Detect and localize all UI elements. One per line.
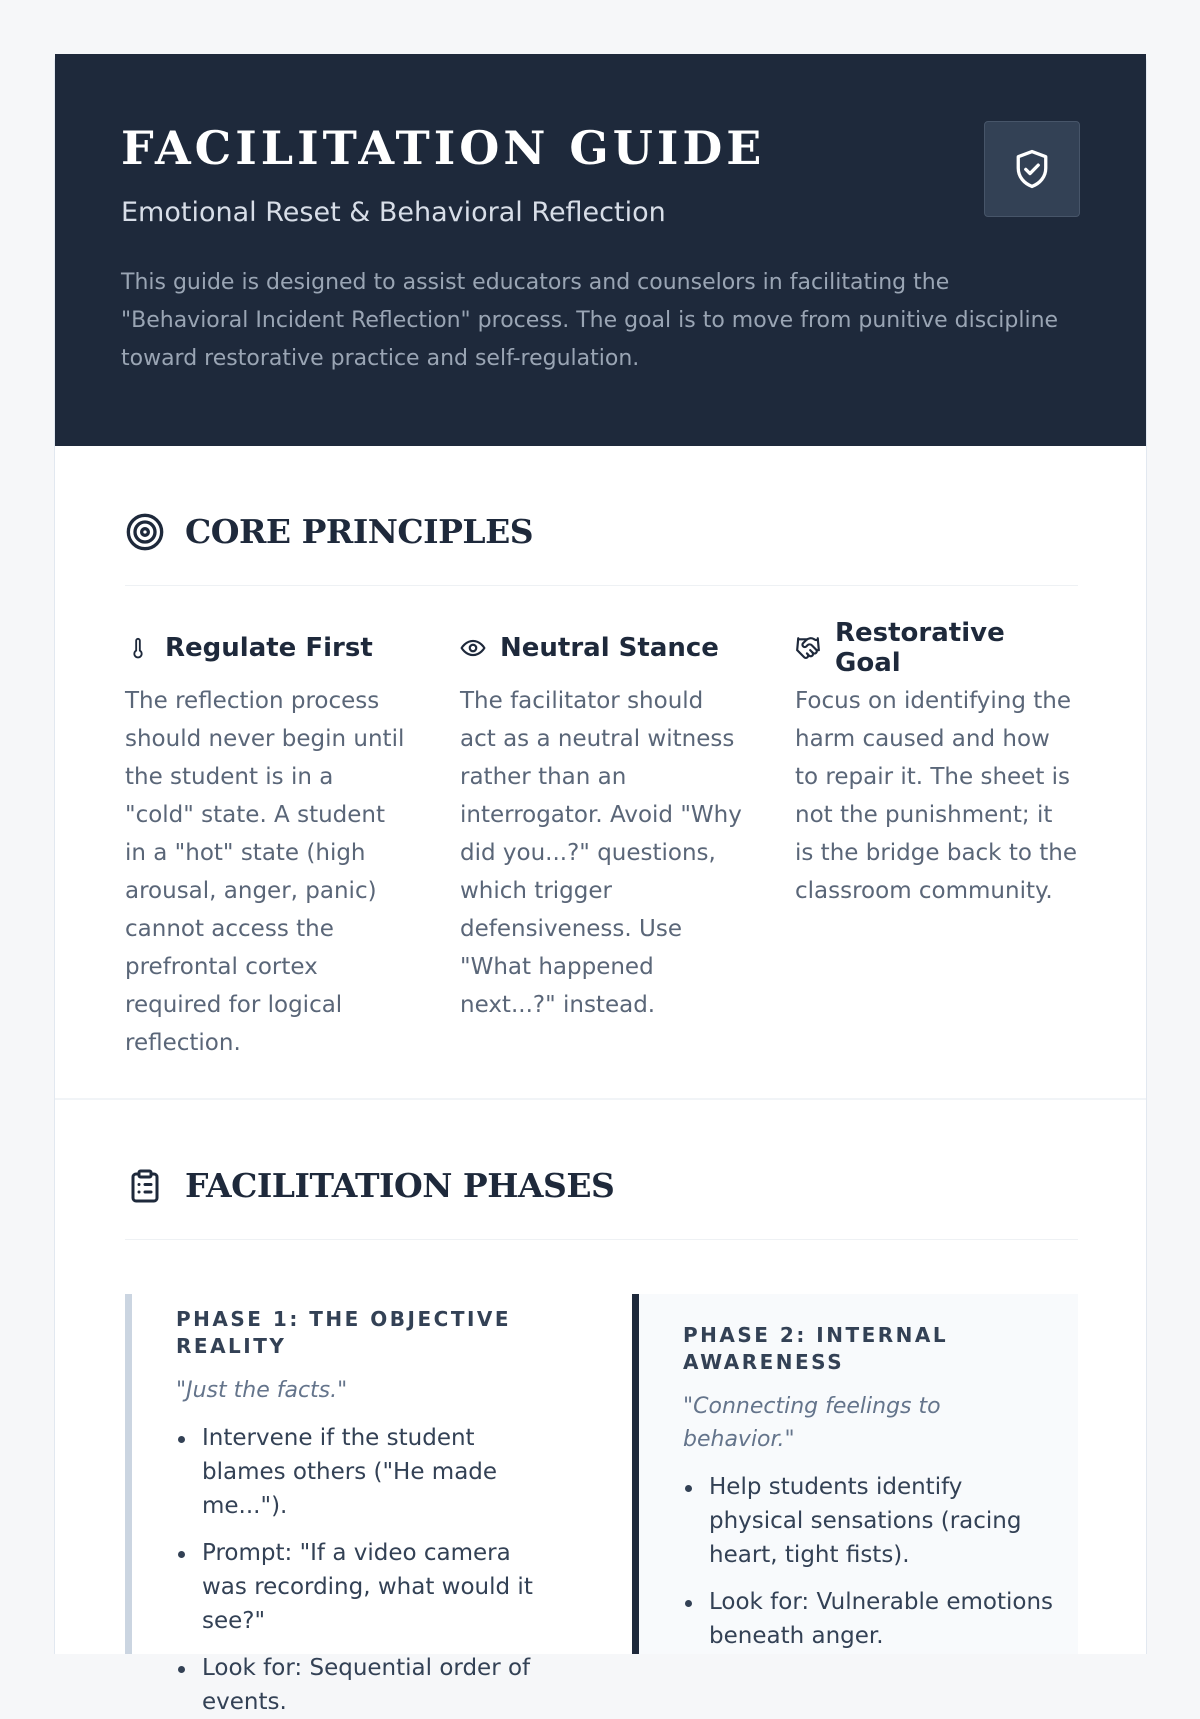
core-principles-section xyxy=(55,446,1146,1100)
shield-badge xyxy=(984,121,1080,217)
phase-title: PHASE 2: INTERNAL AWARENESS xyxy=(683,1323,949,1374)
section-title: CORE PRINCIPLES xyxy=(185,512,534,551)
phase-quote: "Connecting feelings to behavior." xyxy=(683,1394,941,1452)
phase-quote: "Just the facts." xyxy=(176,1378,348,1403)
phase-1-card xyxy=(125,1294,571,1715)
list-item: Look for: Vulnerable emotions beneath anger. xyxy=(683,1585,1058,1653)
target-icon xyxy=(125,512,165,552)
intro-text: This guide is designed to assist educators and counselors in facilitating the "Behavioral Incident Reflection" process. The goal is to move from punitive discipline toward restorative practice and self-regulation. xyxy=(121,269,1059,371)
phases-grid xyxy=(125,1240,1078,1715)
list-item: Look for: Sequential order of events. xyxy=(176,1651,551,1719)
list-item: Help students identify physical sensations (racing heart, tight fists). xyxy=(683,1470,1058,1572)
principle-regulate-first xyxy=(125,628,408,1098)
list-item: Prompt: "If a video camera was recording, what would it see?" xyxy=(176,1536,551,1638)
principles-grid xyxy=(125,586,1078,1098)
phase-bullets xyxy=(176,1421,551,1719)
principle-title: Neutral Stance xyxy=(500,633,719,663)
principle-neutral-stance xyxy=(460,628,743,1098)
thermometer-icon xyxy=(125,635,151,661)
page-title: FACILITATION GUIDE xyxy=(121,121,766,175)
header xyxy=(55,54,1146,446)
principle-text: The facilitator should act as a neutral witness rather than an interrogator. Avoid "Why did you...?" questions, which trigger defensiveness. Use "What happened next...?" instead. xyxy=(460,688,742,1018)
shield-check-icon xyxy=(1010,144,1054,194)
principle-text: The reflection process should never begin until the student is in a "cold" state. A student in a "hot" state (high arousal, anger, panic) cannot access the prefrontal cortex required for logical reflection. xyxy=(125,688,405,1056)
section-title: FACILITATION PHASES xyxy=(185,1166,615,1205)
section-header xyxy=(125,446,1078,586)
principle-text: Focus on identifying the harm caused and how to repair it. The sheet is not the punishment; it is the bridge back to the classroom community. xyxy=(795,688,1077,904)
guide-card xyxy=(54,54,1147,1715)
clipboard-icon xyxy=(125,1166,165,1206)
phase-2-card xyxy=(632,1294,1078,1654)
eye-icon xyxy=(460,635,486,661)
page-subtitle: Emotional Reset & Behavioral Reflection xyxy=(121,196,666,228)
list-item: Intervene if the student blames others ("He made me..."). xyxy=(176,1421,551,1523)
phase-bullets xyxy=(683,1470,1058,1653)
handshake-icon xyxy=(795,635,821,661)
section-header xyxy=(125,1100,1078,1240)
facilitation-phases-section xyxy=(55,1100,1146,1715)
phase-title: PHASE 1: THE OBJECTIVE REALITY xyxy=(176,1307,512,1358)
principle-title: Restorative Goal xyxy=(835,618,1005,678)
principle-restorative-goal xyxy=(795,618,1078,1098)
principle-title: Regulate First xyxy=(165,633,373,663)
